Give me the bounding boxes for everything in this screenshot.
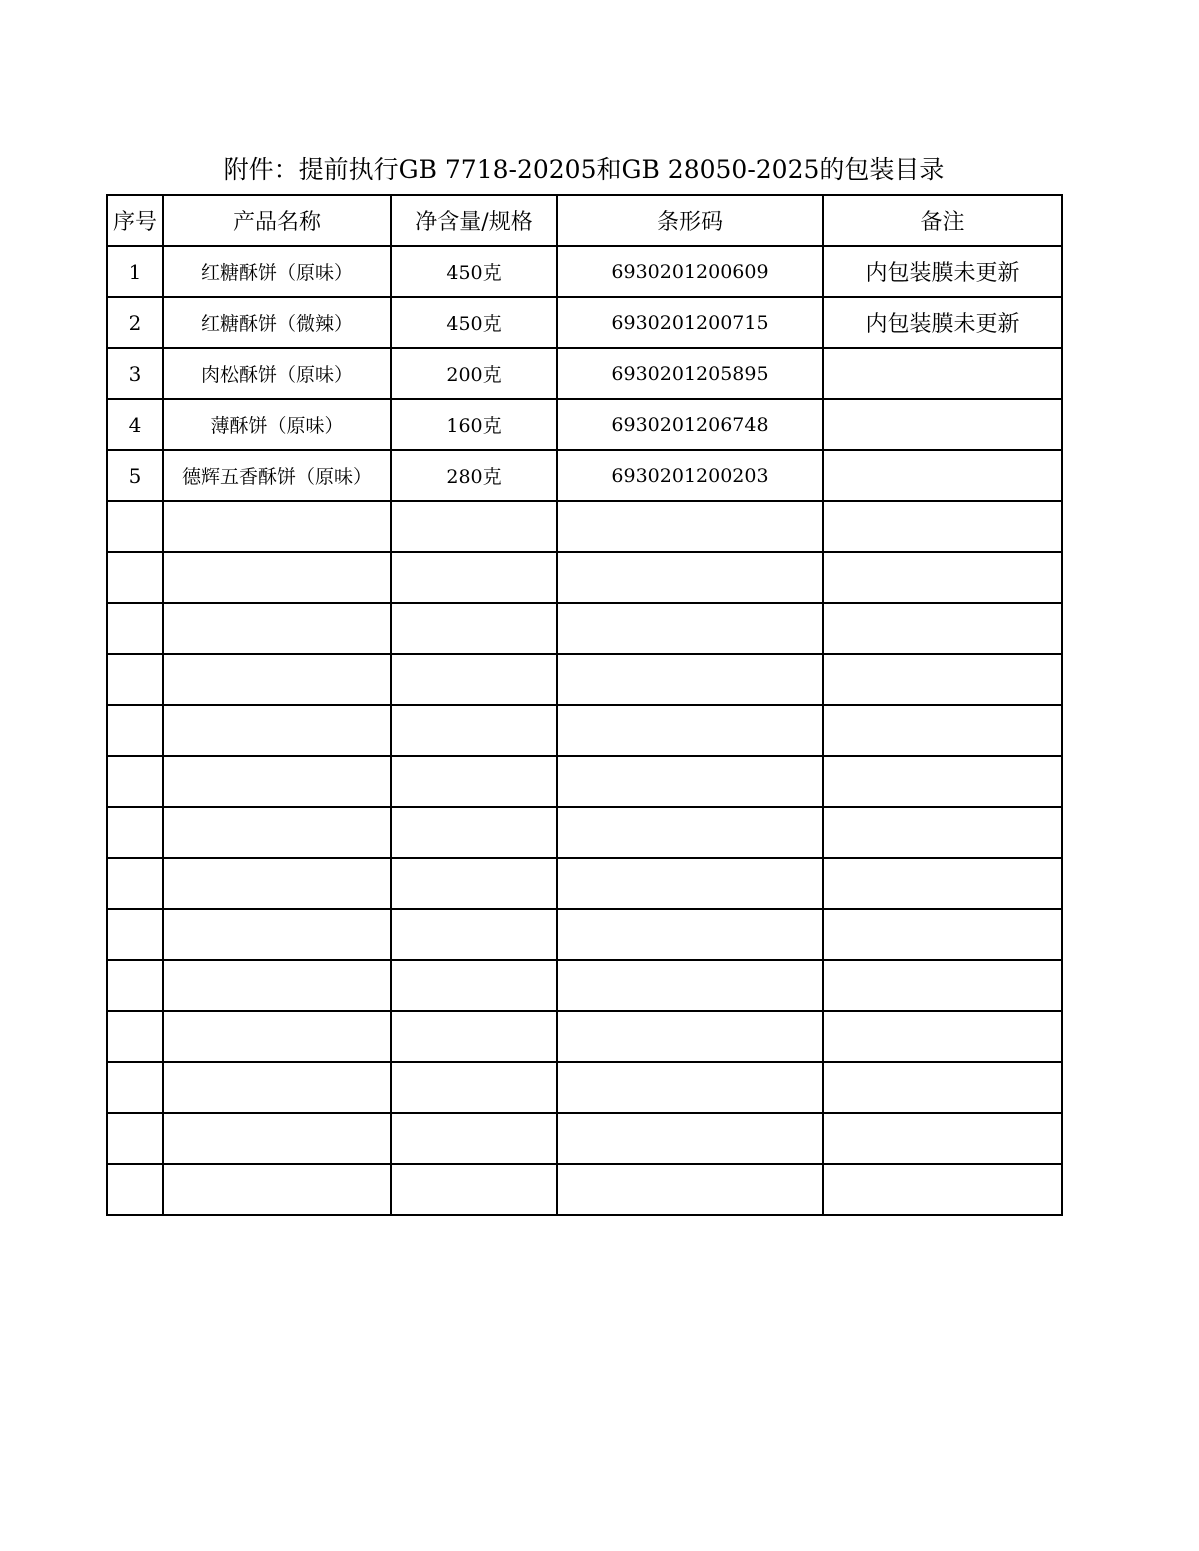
cell-net-content <box>391 1011 557 1062</box>
table-row <box>107 705 1062 756</box>
cell-barcode <box>557 705 823 756</box>
cell-barcode <box>557 552 823 603</box>
cell-product-name: 肉松酥饼（原味） <box>163 348 391 399</box>
cell-seq <box>107 1011 163 1062</box>
document-title: 附件：提前执行GB 7718-20205和GB 28050-2025的包装目录 <box>223 155 945 184</box>
cell-seq <box>107 603 163 654</box>
cell-net-content <box>391 960 557 1011</box>
cell-barcode <box>557 501 823 552</box>
cell-product-name <box>163 1062 391 1113</box>
cell-product-name <box>163 1011 391 1062</box>
cell-net-content: 160克 <box>391 399 557 450</box>
cell-net-content <box>391 1062 557 1113</box>
table-row <box>107 756 1062 807</box>
header-seq: 序号 <box>107 195 163 246</box>
cell-note <box>823 858 1062 909</box>
header-product-name: 产品名称 <box>163 195 391 246</box>
cell-seq <box>107 1062 163 1113</box>
cell-barcode <box>557 1062 823 1113</box>
cell-net-content: 280克 <box>391 450 557 501</box>
cell-net-content <box>391 756 557 807</box>
cell-product-name <box>163 960 391 1011</box>
cell-product-name <box>163 654 391 705</box>
table-row <box>107 399 1062 450</box>
cell-seq <box>107 705 163 756</box>
cell-product-name <box>163 705 391 756</box>
cell-barcode <box>557 1113 823 1164</box>
cell-barcode <box>557 807 823 858</box>
header-net-content: 净含量/规格 <box>391 195 557 246</box>
table-row <box>107 552 1062 603</box>
table-row <box>107 1062 1062 1113</box>
table-row <box>107 807 1062 858</box>
cell-product-name <box>163 1113 391 1164</box>
cell-note <box>823 603 1062 654</box>
table-row <box>107 297 1062 348</box>
table-row <box>107 450 1062 501</box>
cell-seq <box>107 552 163 603</box>
cell-net-content <box>391 501 557 552</box>
cell-net-content <box>391 1164 557 1215</box>
cell-note <box>823 705 1062 756</box>
cell-note <box>823 909 1062 960</box>
cell-barcode: 6930201205895 <box>557 348 823 399</box>
table-row <box>107 858 1062 909</box>
cell-barcode: 6930201206748 <box>557 399 823 450</box>
cell-net-content <box>391 1113 557 1164</box>
cell-note <box>823 654 1062 705</box>
cell-note <box>823 399 1062 450</box>
cell-note <box>823 1011 1062 1062</box>
table-row <box>107 654 1062 705</box>
table-row <box>107 909 1062 960</box>
cell-net-content <box>391 552 557 603</box>
cell-note <box>823 807 1062 858</box>
cell-product-name: 红糖酥饼（原味） <box>163 246 391 297</box>
cell-net-content <box>391 807 557 858</box>
cell-barcode <box>557 756 823 807</box>
cell-net-content: 450克 <box>391 297 557 348</box>
cell-product-name: 红糖酥饼（微辣） <box>163 297 391 348</box>
table-row <box>107 1011 1062 1062</box>
cell-product-name: 薄酥饼（原味） <box>163 399 391 450</box>
cell-note <box>823 1164 1062 1215</box>
cell-barcode: 6930201200203 <box>557 450 823 501</box>
cell-product-name: 德辉五香酥饼（原味） <box>163 450 391 501</box>
cell-seq: 1 <box>107 246 163 297</box>
cell-net-content <box>391 603 557 654</box>
table-row <box>107 603 1062 654</box>
cell-seq: 5 <box>107 450 163 501</box>
cell-seq <box>107 858 163 909</box>
table-row <box>107 501 1062 552</box>
header-barcode: 条形码 <box>557 195 823 246</box>
table-row <box>107 1164 1062 1215</box>
cell-barcode <box>557 909 823 960</box>
cell-net-content <box>391 705 557 756</box>
cell-seq: 3 <box>107 348 163 399</box>
table-row <box>107 1113 1062 1164</box>
cell-seq <box>107 807 163 858</box>
cell-product-name <box>163 807 391 858</box>
cell-note <box>823 348 1062 399</box>
cell-note <box>823 756 1062 807</box>
cell-barcode: 6930201200609 <box>557 246 823 297</box>
table-row <box>107 348 1062 399</box>
cell-product-name <box>163 603 391 654</box>
cell-note <box>823 1062 1062 1113</box>
cell-barcode <box>557 654 823 705</box>
cell-barcode <box>557 1164 823 1215</box>
cell-note <box>823 960 1062 1011</box>
cell-seq: 2 <box>107 297 163 348</box>
cell-note <box>823 450 1062 501</box>
table-header-row <box>107 195 1062 246</box>
table-row <box>107 246 1062 297</box>
cell-note <box>823 552 1062 603</box>
cell-product-name <box>163 1164 391 1215</box>
cell-note: 内包装膜未更新 <box>823 246 1062 297</box>
cell-seq <box>107 654 163 705</box>
cell-product-name <box>163 909 391 960</box>
cell-net-content: 200克 <box>391 348 557 399</box>
cell-net-content: 450克 <box>391 246 557 297</box>
cell-barcode <box>557 1011 823 1062</box>
header-note: 备注 <box>823 195 1062 246</box>
cell-net-content <box>391 909 557 960</box>
cell-seq <box>107 1164 163 1215</box>
cell-note <box>823 1113 1062 1164</box>
cell-seq <box>107 960 163 1011</box>
cell-net-content <box>391 654 557 705</box>
cell-net-content <box>391 858 557 909</box>
cell-barcode <box>557 858 823 909</box>
cell-barcode <box>557 960 823 1011</box>
cell-seq: 4 <box>107 399 163 450</box>
cell-barcode: 6930201200715 <box>557 297 823 348</box>
cell-product-name <box>163 858 391 909</box>
cell-product-name <box>163 756 391 807</box>
cell-barcode <box>557 603 823 654</box>
cell-product-name <box>163 552 391 603</box>
cell-seq <box>107 501 163 552</box>
table-row <box>107 960 1062 1011</box>
packaging-catalog-table <box>106 194 1063 1216</box>
cell-seq <box>107 1113 163 1164</box>
cell-product-name <box>163 501 391 552</box>
cell-seq <box>107 909 163 960</box>
cell-note: 内包装膜未更新 <box>823 297 1062 348</box>
cell-note <box>823 501 1062 552</box>
cell-seq <box>107 756 163 807</box>
